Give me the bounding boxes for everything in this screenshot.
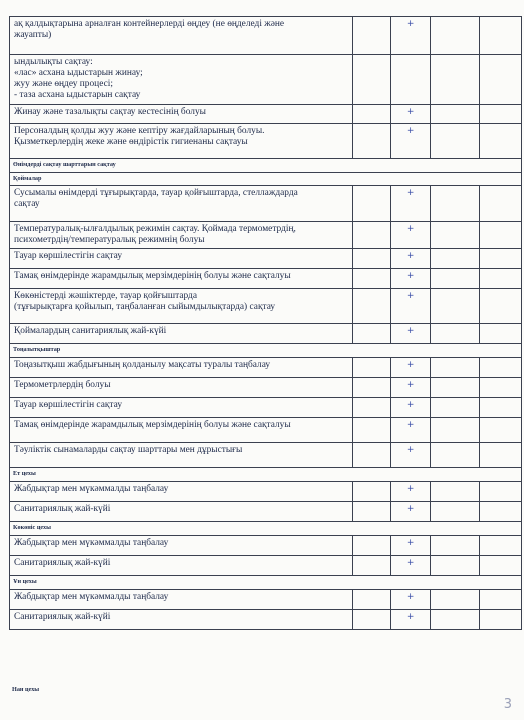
handwritten-plus-mark: + [406,592,415,602]
requirement-cell [10,222,353,249]
compliance-cell [391,590,431,610]
handwritten-plus-mark: + [406,251,415,261]
empty-cell [353,443,391,468]
requirement-text: сақтау [14,199,40,209]
checklist-row [10,17,522,55]
section-heading: Ет цехы [10,468,522,482]
empty-cell [479,269,521,289]
empty-cell [431,249,480,269]
handwritten-plus-mark: + [406,326,415,336]
checklist-row [10,418,522,443]
compliance-cell [391,124,431,159]
empty-cell [479,536,521,556]
empty-cell [479,398,521,418]
checklist-row [10,443,522,468]
checklist-row [10,105,522,124]
compliance-cell [391,502,431,522]
section-row [10,468,522,482]
requirement-text: Термометрлердің болуы [14,380,111,390]
requirement-cell [10,249,353,269]
checklist-row [10,324,522,344]
empty-cell [479,222,521,249]
checklist-row [10,556,522,576]
empty-cell [479,289,521,324]
compliance-cell [391,105,431,124]
requirement-cell [10,324,353,344]
empty-cell [431,610,480,630]
requirement-text: жуу және өңдеу процесі; [14,79,113,89]
requirement-cell [10,55,353,105]
handwritten-plus-mark: + [406,484,415,494]
handwritten-plus-mark: + [406,291,415,301]
empty-cell [431,55,480,105]
requirement-text: Тауар көршілестігін сақтау [14,400,123,410]
empty-cell [431,502,480,522]
empty-cell [479,590,521,610]
requirement-text: Қызметкерлердің жеке және өндірістік гигиенаны сақтауы [14,137,248,147]
checklist-row [10,590,522,610]
compliance-cell [391,249,431,269]
checklist-row [10,289,522,324]
handwritten-plus-mark: + [406,380,415,390]
checklist-row [10,55,522,105]
checklist-row [10,249,522,269]
empty-cell [353,17,391,55]
compliance-cell [391,443,431,468]
requirement-cell [10,289,353,324]
requirement-cell [10,186,353,222]
empty-cell [353,536,391,556]
empty-cell [479,443,521,468]
empty-cell [431,222,480,249]
requirement-cell [10,378,353,398]
section-heading-bread-shop: Нан цехы [12,686,40,693]
requirement-text: Персоналдың қолды жуу және кептіру жағдайларының болуы. [14,126,265,136]
empty-cell [353,124,391,159]
requirement-text: ақ қалдықтарына арналған контейнерлерді өңдеу (не өңделеді және [14,19,285,29]
checklist-row [10,398,522,418]
requirement-cell [10,502,353,522]
requirement-cell [10,269,353,289]
empty-cell [353,418,391,443]
empty-cell [353,105,391,124]
empty-cell [353,358,391,378]
empty-cell [479,249,521,269]
checklist-row [10,222,522,249]
requirement-cell [10,398,353,418]
handwritten-plus-mark: + [406,612,415,622]
empty-cell [353,222,391,249]
empty-cell [353,610,391,630]
handwritten-plus-mark: + [406,360,415,370]
requirement-cell [10,358,353,378]
requirement-cell [10,418,353,443]
requirement-cell [10,482,353,502]
section-heading: Көкөніс цехы [10,522,522,536]
requirement-text: Санитариялық жай-күйі [14,612,111,622]
handwritten-plus-mark: + [406,126,415,136]
empty-cell [479,418,521,443]
compliance-cell [391,556,431,576]
requirement-cell [10,17,353,55]
empty-cell [479,358,521,378]
section-row [10,173,522,186]
compliance-cell [391,398,431,418]
requirement-text: Жинау және тазалықты сақтау кестесінің болуы [14,107,206,117]
compliance-cell [391,55,431,105]
empty-cell [353,398,391,418]
empty-cell [353,502,391,522]
empty-cell [353,249,391,269]
compliance-cell [391,378,431,398]
handwritten-plus-mark: + [406,400,415,410]
handwritten-plus-mark: + [406,538,415,548]
checklist-row [10,358,522,378]
section-heading: Қоймалар [10,173,522,186]
requirement-text: Көкөністерді жәшіктерде, тауар қойғыштарда [14,291,197,301]
handwritten-plus-mark: + [406,107,415,117]
handwritten-plus-mark: + [406,271,415,281]
checklist-table [9,16,522,630]
empty-cell [479,124,521,159]
empty-cell [479,105,521,124]
requirement-text: Тауар көршілестігін сақтау [14,251,123,261]
empty-cell [431,482,480,502]
empty-cell [353,590,391,610]
section-heading: Тоңазытқыштар [10,344,522,358]
empty-cell [479,186,521,222]
empty-cell [431,324,480,344]
checklist-row [10,536,522,556]
requirement-text: Тоңазытқыш жабдығының қолданылу мақсаты туралы таңбалау [14,360,271,370]
empty-cell [479,324,521,344]
handwritten-plus-mark: + [406,504,415,514]
empty-cell [353,324,391,344]
requirement-text: Санитариялық жай-күйі [14,504,111,514]
checklist-row [10,610,522,630]
empty-cell [431,17,480,55]
requirement-cell [10,124,353,159]
empty-cell [353,55,391,105]
empty-cell [431,105,480,124]
empty-cell [479,502,521,522]
compliance-cell [391,610,431,630]
empty-cell [479,55,521,105]
requirement-cell [10,536,353,556]
requirement-text: Тамақ өнімдерінде жарамдылық мерзімдерінің болуы және сақталуы [14,271,291,281]
compliance-cell [391,324,431,344]
compliance-cell [391,269,431,289]
requirement-text: - таза асхана ыдыстарын сақтау [14,90,141,100]
checklist-row [10,269,522,289]
checklist-row [10,378,522,398]
empty-cell [431,418,480,443]
empty-cell [431,378,480,398]
handwritten-plus-mark: + [406,558,415,568]
empty-cell [431,186,480,222]
empty-cell [431,590,480,610]
empty-cell [431,443,480,468]
compliance-cell [391,222,431,249]
requirement-text: Санитариялық жай-күйі [14,558,111,568]
empty-cell [431,124,480,159]
handwritten-plus-mark: + [406,19,415,29]
requirement-text: Сусымалы өнімдерді тұғырықтарда, тауар қойғыштарда, стеллаждарда [14,188,298,198]
compliance-cell [391,17,431,55]
empty-cell [353,186,391,222]
requirement-cell [10,590,353,610]
requirement-text: Жабдықтар мен мүкәммалды таңбалау [14,484,169,494]
handwritten-plus-mark: + [406,445,415,455]
empty-cell [431,289,480,324]
requirement-text: Тамақ өнімдерінде жарамдылық мерзімдерінің болуы және сақталуы [14,420,291,430]
requirement-text: Қоймалардың санитариялық жай-күйі [14,326,167,336]
compliance-cell [391,289,431,324]
empty-cell [431,556,480,576]
empty-cell [431,269,480,289]
section-row [10,344,522,358]
requirement-text: Температуралық-ылғалдылық режимін сақтау. Қоймада термометрдің, [14,224,296,234]
requirement-text: психометрдің/температуралық режимнің болуы [14,235,205,245]
checklist-row [10,482,522,502]
empty-cell [353,289,391,324]
requirement-text: Жабдықтар мен мүкәммалды таңбалау [14,538,169,548]
section-row [10,159,522,173]
empty-cell [479,556,521,576]
requirement-cell [10,443,353,468]
compliance-cell [391,418,431,443]
requirement-text: Жабдықтар мен мүкәммалды таңбалау [14,592,169,602]
section-row [10,522,522,536]
requirement-text: жауапты) [14,30,52,40]
section-row [10,576,522,590]
empty-cell [479,482,521,502]
checklist-row [10,124,522,159]
compliance-cell [391,536,431,556]
handwritten-plus-mark: + [406,224,415,234]
empty-cell [431,536,480,556]
handwritten-plus-mark: + [406,188,415,198]
empty-cell [353,482,391,502]
requirement-text: (тұғырықтарға қойылып, таңбаланған сыйымдылықтарда) сақтау [14,302,276,312]
empty-cell [353,556,391,576]
requirement-text: «лас» асхана ыдыстарын жинау; [14,68,143,78]
page-number: 3 [503,697,512,712]
requirement-text: ындылықты сақтау: [14,57,93,67]
checklist-row [10,186,522,222]
checklist-row [10,502,522,522]
requirement-text: Тәуліктік сынамаларды сақтау шарттары мен дұрыстығы [14,445,243,455]
compliance-cell [391,186,431,222]
empty-cell [479,378,521,398]
empty-cell [479,17,521,55]
section-heading: Ұн цехы [10,576,522,590]
requirement-cell [10,610,353,630]
compliance-cell [391,482,431,502]
empty-cell [353,269,391,289]
empty-cell [431,398,480,418]
compliance-cell [391,358,431,378]
empty-cell [479,610,521,630]
requirement-cell [10,105,353,124]
handwritten-plus-mark: + [406,420,415,430]
empty-cell [353,378,391,398]
section-heading: Өнімдерді сақтау шарттарын сақтау [10,159,522,173]
requirement-cell [10,556,353,576]
empty-cell [431,358,480,378]
